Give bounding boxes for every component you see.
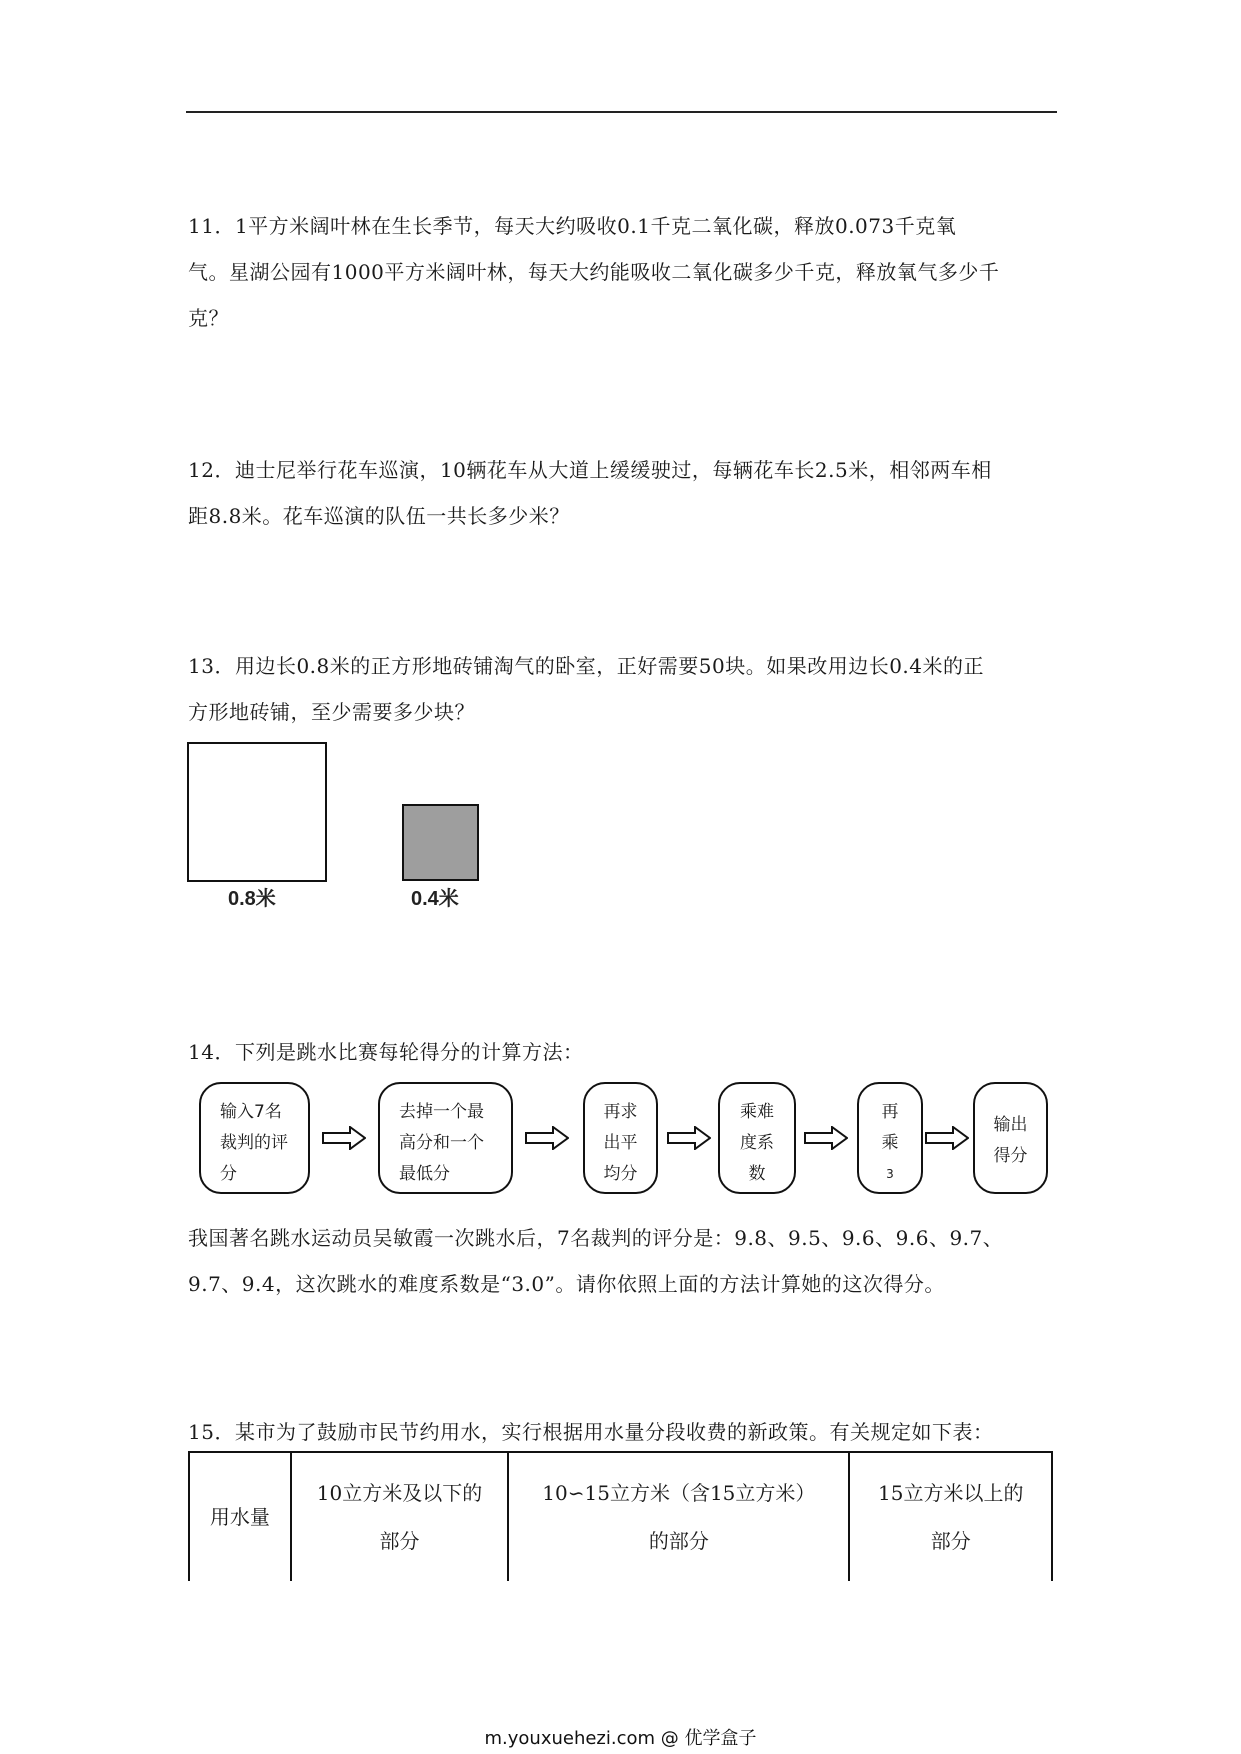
flow-text: 输入7名	[220, 1102, 282, 1122]
flow-step-average	[583, 1082, 658, 1194]
flow-text: 分	[220, 1164, 237, 1184]
flow-text: 乘	[881, 1133, 899, 1153]
flow-text: 裁判的评	[220, 1133, 288, 1153]
flow-step-multiply-3	[857, 1082, 923, 1194]
q14-title-text: 14．下列是跳水比赛每轮得分的计算方法：	[188, 1040, 584, 1064]
flow-text: 出平	[603, 1133, 638, 1153]
flow-text: 均分	[603, 1164, 638, 1184]
page-footer: m.youxuehezi.com @ 优学盒子	[484, 1728, 757, 1749]
flow-step-output	[973, 1082, 1048, 1194]
tile-small-square	[402, 804, 479, 881]
flow-text: 去掉一个最	[399, 1102, 484, 1122]
flow-step-input-scores	[199, 1082, 310, 1194]
flow-text: 输出	[993, 1115, 1028, 1135]
cell-line: 的部分	[648, 1529, 709, 1553]
flow-text: 高分和一个	[399, 1133, 484, 1153]
q13-line-1: 13．用边长0.8米的正方形地砖铺淘气的卧室，正好需要50块。如果改用边长0.4米的正	[188, 654, 985, 678]
flow-text: 最低分	[399, 1164, 450, 1184]
tile-small-label: 0.4米	[411, 888, 459, 910]
q12-line-2: 距8.8米。花车巡演的队伍一共长多少米？	[188, 504, 570, 528]
flow-step-multiply-difficulty	[718, 1082, 796, 1194]
arrow-right-icon	[667, 1126, 711, 1150]
flow-step-remove-extremes	[378, 1082, 513, 1194]
flow-text: 乘难	[740, 1102, 774, 1122]
tile-large-label: 0.8米	[228, 888, 276, 910]
q12-line-1: 12．迪士尼举行花车巡演，10辆花车从大道上缓缓驶过，每辆花车长2.5米，相邻两车相	[188, 458, 992, 482]
q11-line-2: 气。星湖公园有1000平方米阔叶林，每天大约能吸收二氧化碳多少千克，释放氧气多少千	[188, 260, 1000, 284]
flow-text: 再	[881, 1102, 899, 1122]
cell-line: 部分	[379, 1529, 420, 1553]
q15-title: 15．某市为了鼓励市民节约用水，实行根据用水量分段收费的新政策。有关规定如下表：	[188, 1420, 994, 1444]
flow-text: 度系	[740, 1133, 774, 1153]
header-rule	[186, 111, 1057, 113]
table-cell	[849, 1452, 1052, 1581]
table-row	[189, 1452, 1052, 1581]
cell-line: 部分	[930, 1529, 971, 1553]
arrow-right-icon	[525, 1126, 569, 1150]
flow-text: 3	[886, 1167, 894, 1181]
arrow-right-icon	[925, 1126, 969, 1150]
arrow-right-icon	[804, 1126, 848, 1150]
row-header-text: 用水量	[209, 1505, 270, 1529]
table-cell	[291, 1452, 508, 1581]
q14-line-2: 9.7、9.4，这次跳水的难度系数是“3.0”。请你依照上面的方法计算她的这次得分。	[188, 1272, 945, 1296]
flow-text: 再求	[603, 1102, 638, 1122]
flow-text: 数	[748, 1164, 766, 1184]
flow-text: 得分	[993, 1146, 1028, 1166]
q14-line-1: 我国著名跳水运动员吴敏霞一次跳水后，7名裁判的评分是：9.8、9.5、9.6、9.6、9.7、	[188, 1226, 1004, 1250]
cell-line: 15立方米以上的	[878, 1481, 1024, 1505]
arrow-right-icon	[322, 1126, 366, 1150]
tile-large-square	[187, 742, 327, 882]
water-fee-table	[188, 1451, 1053, 1581]
cell-line: 10∽15立方米（含15立方米）	[542, 1481, 816, 1505]
q11-line-1: 11．1平方米阔叶林在生长季节，每天大约吸收0.1千克二氧化碳，释放0.073千克氧	[188, 214, 957, 238]
q11-line-3: 克？	[188, 306, 229, 330]
table-cell	[508, 1452, 849, 1581]
table-row-header	[189, 1452, 291, 1581]
cell-line: 10立方米及以下的	[316, 1481, 483, 1505]
q13-line-2: 方形地砖铺，至少需要多少块？	[188, 700, 475, 724]
